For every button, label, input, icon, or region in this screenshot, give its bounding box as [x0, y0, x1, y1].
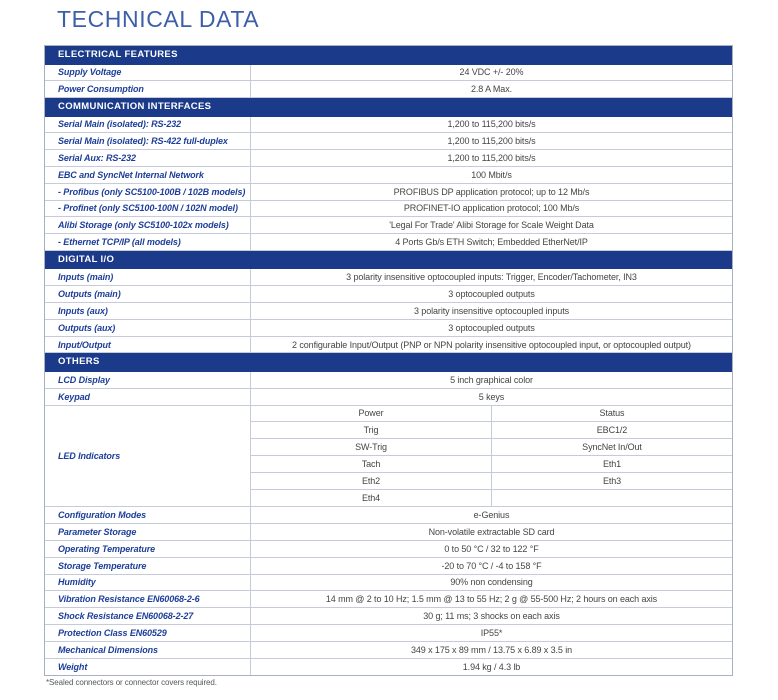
row-label: - Profibus (only SC5100-100B / 102B models): [45, 184, 251, 200]
row-value: 24 VDC +/- 20%: [459, 67, 524, 78]
row-value: 0 to 50 °C / 32 to 122 °F: [444, 543, 539, 554]
spec-row: [45, 608, 732, 625]
led-cell: Status: [599, 408, 625, 419]
led-grid: [251, 406, 732, 507]
led-cell: SW-Trig: [251, 439, 492, 455]
spec-row: [45, 286, 732, 303]
row-value: 90% non condensing: [450, 577, 533, 588]
section-header-bar: DIGITAL I/O: [45, 251, 732, 270]
led-cell: EBC1/2: [596, 425, 628, 436]
row-label: Power Consumption: [45, 81, 251, 97]
led-cell: Trig: [251, 422, 492, 438]
row-value: 1.94 kg / 4.3 lb: [462, 661, 521, 672]
led-subrow: [251, 439, 732, 456]
spec-row: [45, 642, 732, 659]
row-value: 1,200 to 115,200 bits/s: [447, 119, 536, 130]
section-header-bar: ELECTRICAL FEATURES: [45, 46, 732, 65]
row-value: 1,200 to 115,200 bits/s: [447, 153, 536, 164]
row-value: 30 g; 11 ms; 3 shocks on each axis: [423, 611, 560, 621]
row-value: IP55*: [480, 627, 503, 638]
spec-row: [45, 389, 732, 406]
spec-row: [45, 372, 732, 389]
row-value: 3 polarity insensitive optocoupled inputs: Trigger, Encoder/Tachometer, IN3: [346, 272, 637, 283]
row-label: - Ethernet TCP/IP (all models): [45, 234, 251, 250]
spec-row: [45, 234, 732, 251]
spec-row: [45, 81, 732, 98]
led-cell: Eth1: [602, 458, 622, 469]
row-label: Alibi Storage (only SC5100-102x models): [45, 217, 251, 233]
row-label: Serial Main (isolated): RS-422 full-duplex: [45, 133, 251, 149]
row-label: Storage Temperature: [45, 558, 251, 574]
row-value: 2.8 A Max.: [470, 84, 513, 95]
led-subrow: [251, 422, 732, 439]
section-header-bar: OTHERS: [45, 353, 732, 372]
row-label: Outputs (aux): [45, 320, 251, 336]
spec-row: [45, 117, 732, 134]
row-label: Weight: [45, 659, 251, 676]
spec-row: [45, 625, 732, 642]
led-cell: Power: [251, 406, 492, 422]
spec-row: [45, 541, 732, 558]
spec-row: [45, 524, 732, 541]
spec-row: [45, 133, 732, 150]
row-value: 5 keys: [478, 391, 505, 402]
led-cell: [492, 490, 732, 507]
led-cell: SyncNet In/Out: [582, 442, 642, 453]
row-label: Humidity: [45, 575, 251, 591]
led-subrow: [251, 406, 732, 423]
spec-row: [45, 337, 732, 354]
row-label: Inputs (aux): [45, 303, 251, 319]
spec-row: [45, 303, 732, 320]
spec-row: [45, 591, 732, 608]
led-cell: Tach: [251, 456, 492, 472]
spec-row: [45, 269, 732, 286]
spec-row: [45, 575, 732, 592]
row-label: Parameter Storage: [45, 524, 251, 540]
led-cell: Eth4: [251, 490, 492, 507]
led-subrow: [251, 473, 732, 490]
spec-row: [45, 167, 732, 184]
led-subrow: [251, 456, 732, 473]
spec-row: [45, 320, 732, 337]
row-value: 100 Mbit/s: [471, 169, 512, 180]
row-value: -20 to 70 °C / -4 to 158 °F: [441, 560, 542, 571]
row-value: 1,200 to 115,200 bits/s: [447, 136, 536, 147]
row-label: LED Indicators: [45, 406, 251, 507]
row-value: 4 Ports Gb/s ETH Switch; Embedded EtherNet/IP: [395, 237, 588, 248]
row-value: 'Legal For Trade' Alibi Storage for Scale Weight Data: [389, 220, 594, 231]
row-label: Outputs (main): [45, 286, 251, 302]
row-label: Protection Class EN60529: [45, 625, 251, 641]
row-value: PROFINET-IO application protocol; 100 Mb/s: [403, 203, 580, 214]
led-cell: Eth2: [251, 473, 492, 489]
row-value: 349 x 175 x 89 mm / 13.75 x 6.89 x 3.5 in: [411, 644, 572, 655]
led-subrow: [251, 490, 732, 507]
row-label: Keypad: [45, 389, 251, 405]
spec-row: [45, 184, 732, 201]
row-label: EBC and SyncNet Internal Network: [45, 167, 251, 183]
row-label: Mechanical Dimensions: [45, 642, 251, 658]
technical-data-table: [44, 45, 733, 676]
row-label: Supply Voltage: [45, 65, 251, 81]
spec-row: [45, 201, 732, 218]
row-label: - Profinet (only SC5100-100N / 102N model): [45, 201, 251, 217]
row-label: Input/Output: [45, 337, 251, 353]
spec-row: [45, 150, 732, 167]
spec-row: [45, 558, 732, 575]
row-value: 2 configurable Input/Output (PNP or NPN polarity insensitive optocoupled input, or optocoupled output): [292, 339, 691, 350]
spec-row: [45, 217, 732, 234]
row-value: 3 optocoupled outputs: [448, 322, 535, 333]
row-label: Serial Aux: RS-232: [45, 150, 251, 166]
row-label: Serial Main (isolated): RS-232: [45, 117, 251, 133]
spec-row: [45, 659, 732, 676]
row-value: 3 optocoupled outputs: [448, 289, 535, 300]
row-label: LCD Display: [45, 372, 251, 388]
led-cell: Eth3: [602, 475, 622, 486]
spec-row: [45, 65, 732, 82]
section-header-bar: COMMUNICATION INTERFACES: [45, 98, 732, 117]
row-value: 14 mm @ 2 to 10 Hz; 1.5 mm @ 13 to 55 Hz; 2 g @ 55-500 Hz; 2 hours on each axis: [325, 594, 658, 605]
row-value: Non-volatile extractable SD card: [428, 527, 555, 538]
led-indicators-block: [45, 406, 732, 508]
footnote: *Sealed connectors or connector covers required.: [46, 678, 217, 687]
row-value: PROFIBUS DP application protocol; up to 12 Mb/s: [393, 186, 590, 197]
row-value: e-Genius: [473, 510, 510, 521]
page-title: TECHNICAL DATA: [57, 6, 260, 32]
spec-row: [45, 507, 732, 524]
row-label: Inputs (main): [45, 269, 251, 285]
row-label: Configuration Modes: [45, 507, 251, 523]
row-label: Shock Resistance EN60068-2-27: [45, 608, 251, 624]
row-value: 3 polarity insensitive optocoupled inputs: [414, 305, 569, 316]
row-value: 5 inch graphical color: [450, 374, 533, 385]
row-label: Operating Temperature: [45, 541, 251, 557]
row-label: Vibration Resistance EN60068-2-6: [45, 591, 251, 607]
